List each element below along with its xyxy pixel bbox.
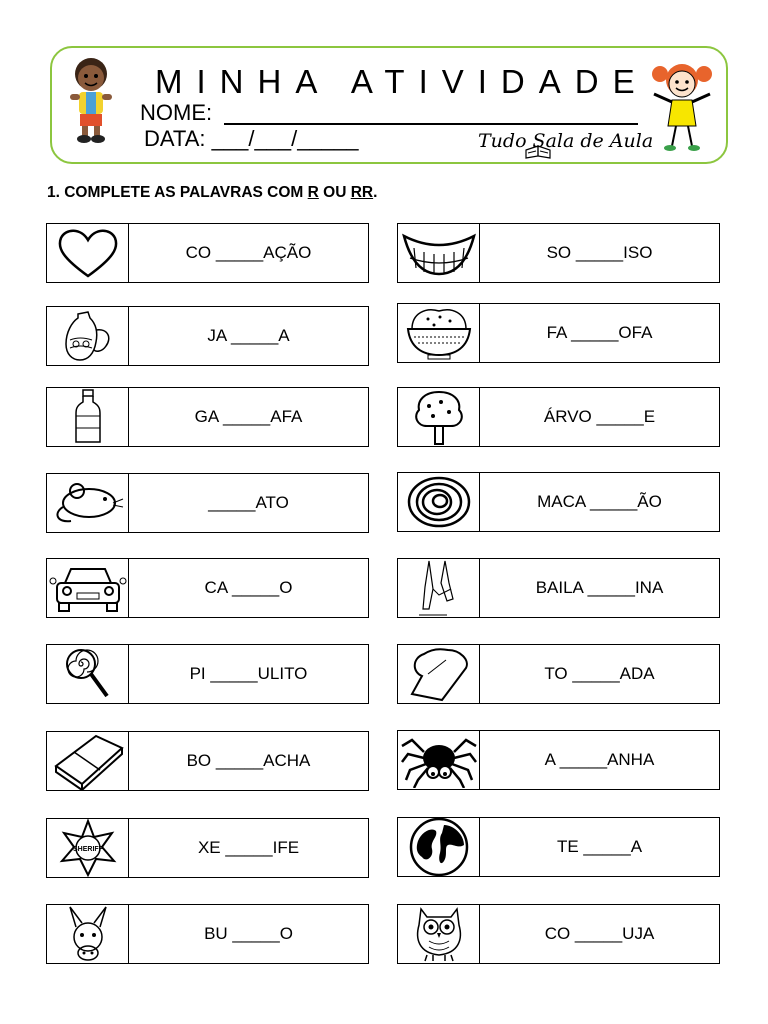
- exercise-row-right-3: [397, 387, 720, 447]
- word-blank[interactable]: TO _____ADA: [544, 664, 655, 683]
- girl-icon: [648, 58, 716, 152]
- word-blank[interactable]: CO _____AÇÃO: [185, 243, 312, 262]
- exercise-row-left-5: [46, 558, 369, 618]
- word-blank[interactable]: BU _____O: [204, 924, 293, 943]
- word-blank[interactable]: XE _____IFE: [197, 838, 300, 857]
- exercise-row-right-8: [397, 817, 720, 877]
- word-blank[interactable]: GA _____AFA: [194, 407, 303, 426]
- bottle-icon: [47, 388, 129, 446]
- question-prefix: 1. COMPLETE AS PALAVRAS COM: [47, 184, 308, 201]
- spider-icon: [398, 731, 480, 789]
- question-mid: OU: [318, 184, 351, 201]
- data-label: DATA: ___/___/_____: [144, 126, 359, 151]
- word-blank[interactable]: JA _____A: [207, 326, 290, 345]
- jug-icon: [47, 307, 129, 365]
- mouse-icon: [47, 474, 129, 532]
- word-blank[interactable]: ÁRVO _____E: [543, 407, 656, 426]
- brand-logo: Tudo Sala de Aula: [478, 130, 654, 152]
- word-blank[interactable]: FA _____OFA: [546, 323, 653, 342]
- earth-icon: [398, 818, 480, 876]
- exercise-row-right-4: [397, 472, 720, 532]
- smile-icon: [398, 224, 480, 282]
- question-end: .: [373, 184, 378, 201]
- lollipop-icon: [47, 645, 129, 703]
- exercise-row-left-7: [46, 731, 369, 791]
- word-blank[interactable]: A _____ANHA: [544, 750, 655, 769]
- word-blank[interactable]: PI _____ULITO: [189, 664, 308, 683]
- question-r: R: [307, 184, 319, 201]
- word-blank[interactable]: TE _____A: [556, 837, 643, 856]
- exercise-row-right-6: [397, 644, 720, 704]
- owl-icon: [398, 905, 480, 963]
- exercise-row-left-6: [46, 644, 369, 704]
- sheriff-badge-icon: [47, 819, 129, 877]
- question-rr: RR: [350, 184, 374, 201]
- word-blank[interactable]: BAILA _____INA: [535, 578, 664, 597]
- word-blank[interactable]: CO _____UJA: [544, 924, 655, 943]
- page-title: MINHA ATIVIDADE: [155, 63, 649, 100]
- heart-icon: [47, 224, 129, 282]
- badge-text: SHERIFF: [72, 846, 103, 853]
- exercise-row-left-8: [46, 818, 369, 878]
- word-blank[interactable]: SO _____ISO: [546, 243, 653, 262]
- word-blank[interactable]: CA _____O: [204, 578, 293, 597]
- car-icon: [47, 559, 129, 617]
- exercise-row-left-4: [46, 473, 369, 533]
- exercise-row-left-2: [46, 306, 369, 366]
- donkey-icon: [47, 905, 129, 963]
- word-blank[interactable]: _____ATO: [208, 493, 289, 512]
- exercise-row-left-9: [46, 904, 369, 964]
- exercise-row-left-1: [46, 223, 369, 283]
- exercise-row-right-7: [397, 730, 720, 790]
- boy-icon: [64, 52, 118, 144]
- word-blank[interactable]: BO _____ACHA: [186, 751, 311, 770]
- eraser-icon: [47, 732, 129, 790]
- exercise-row-left-3: [46, 387, 369, 447]
- nome-field-line[interactable]: [224, 123, 638, 125]
- exercise-row-right-1: [397, 223, 720, 283]
- exercise-row-right-2: [397, 303, 720, 363]
- ballet-shoes-icon: [398, 559, 480, 617]
- exercise-row-right-9: [397, 904, 720, 964]
- tree-icon: [398, 388, 480, 446]
- spaghetti-icon: [398, 473, 480, 531]
- question-heading: [47, 184, 377, 202]
- nome-label: NOME:: [140, 100, 213, 125]
- farofa-bowl-icon: [398, 304, 480, 362]
- toast-icon: [398, 645, 480, 703]
- exercise-row-right-5: [397, 558, 720, 618]
- word-blank[interactable]: MACA _____ÃO: [537, 492, 662, 511]
